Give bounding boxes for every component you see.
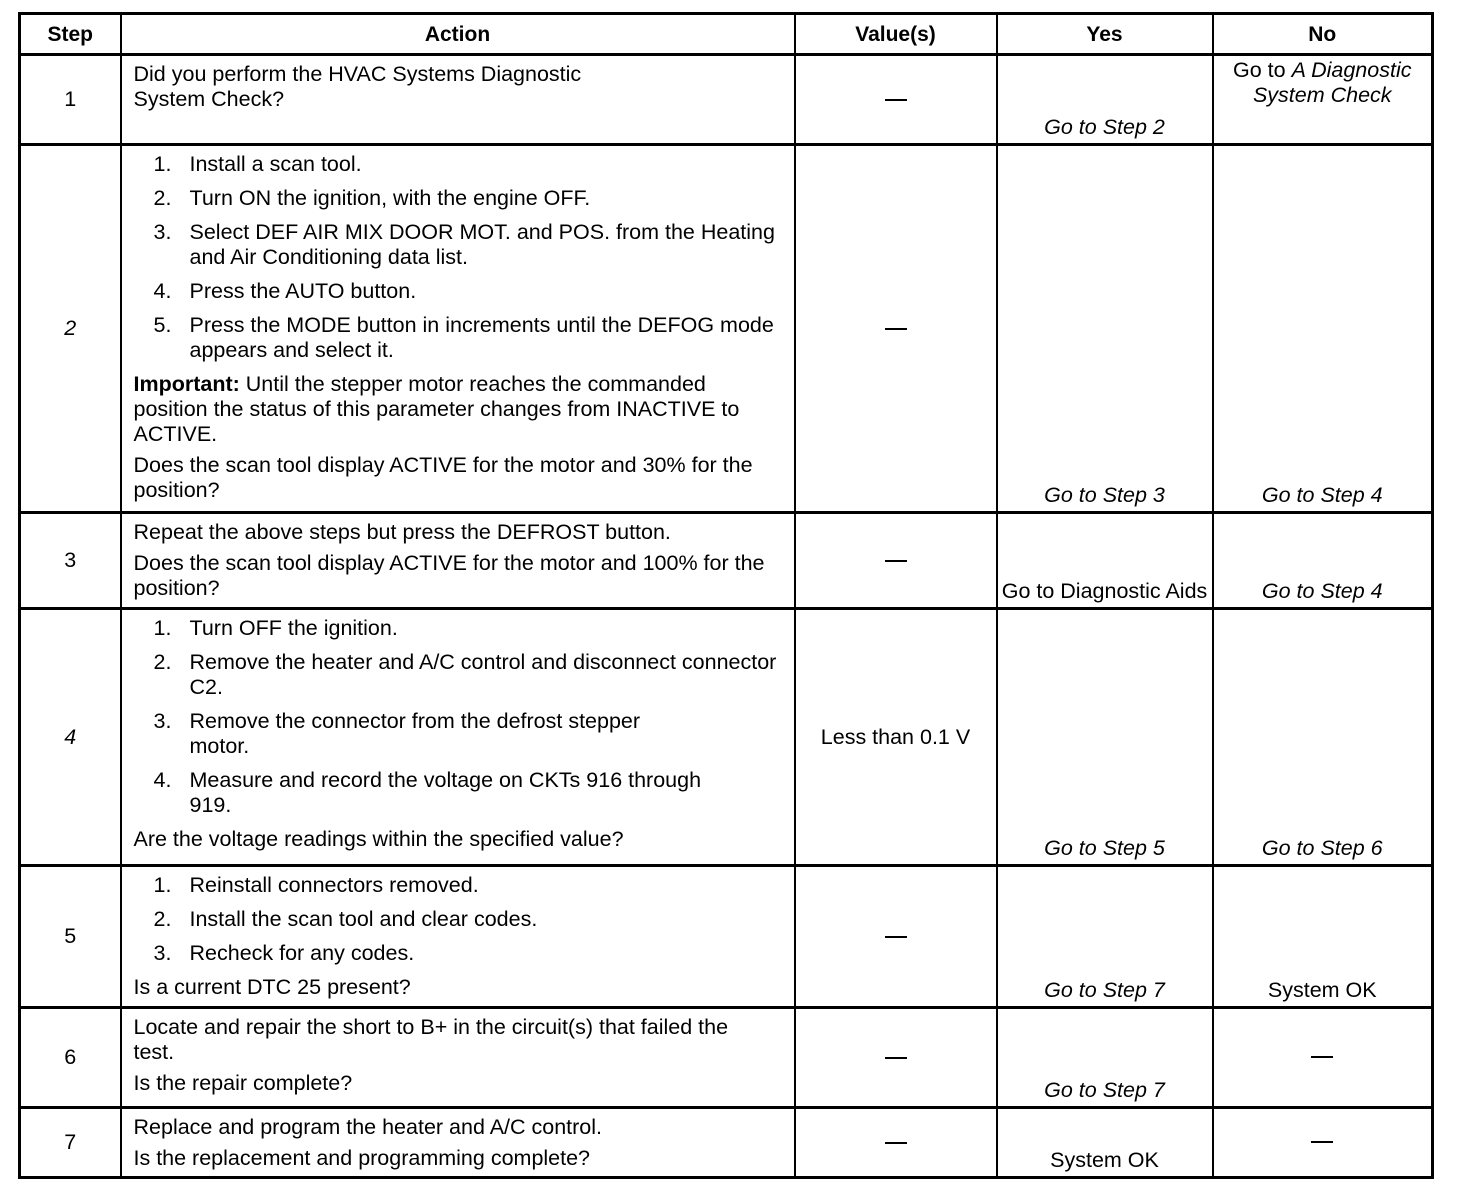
instruction-text: Repeat the above steps but press the DEFROST button. — [133, 520, 671, 544]
substep-list — [134, 152, 782, 363]
no-cell: Go to Step 6 — [1213, 609, 1433, 866]
list-item: 2. Turn ON the ignition, with the engine OFF. — [153, 186, 591, 210]
yes-cell: Go to Step 7 — [997, 866, 1213, 1008]
list-item: 4. Measure and record the voltage on CKTs 916 through 919. — [153, 768, 702, 817]
question-text: Is the replacement and programming complete? — [133, 1146, 591, 1170]
header-action: Action — [121, 14, 795, 55]
list-item: 1. Reinstall connectors removed. — [153, 873, 479, 897]
step-number: 6 — [20, 1008, 121, 1108]
list-item: 1. Install a scan tool. — [153, 152, 362, 176]
action-cell — [121, 866, 795, 1008]
dash-value — [1311, 1141, 1333, 1143]
list-item: 2. Remove the heater and A/C control and disconnect connector C2. — [153, 650, 777, 699]
question-text: Is a current DTC 25 present? — [133, 975, 411, 999]
yes-cell: Go to Step 7 — [997, 1008, 1213, 1108]
table-row — [20, 513, 1433, 609]
dash-value — [885, 99, 907, 101]
action-cell — [121, 513, 795, 609]
list-item: 2. Install the scan tool and clear codes. — [153, 907, 538, 931]
important-note — [134, 372, 782, 447]
yes-cell: Go to Step 3 — [997, 145, 1213, 513]
header-values: Value(s) — [795, 14, 997, 55]
list-item: 3. Recheck for any codes. — [153, 941, 415, 965]
substep-list — [134, 616, 782, 818]
dash-value — [885, 328, 907, 330]
table-row — [20, 55, 1433, 145]
substep-list — [134, 873, 782, 966]
important-label: Important: — [133, 372, 240, 396]
value-cell: Less than 0.1 V — [795, 609, 997, 866]
instruction-text: Locate and repair the short to B+ in the circuit(s) that failed the test. — [133, 1015, 729, 1064]
value-cell — [795, 1108, 997, 1178]
value-cell — [795, 145, 997, 513]
step-number: 2 — [20, 145, 121, 513]
list-item: 1. Turn OFF the ignition. — [153, 616, 398, 640]
action-cell — [121, 55, 795, 145]
dash-value — [885, 936, 907, 938]
instruction-text: Replace and program the heater and A/C control. — [133, 1115, 603, 1139]
diagnostic-table — [18, 12, 1434, 1179]
yes-cell: Go to Diagnostic Aids — [997, 513, 1213, 609]
question-text: Does the scan tool display ACTIVE for the motor and 100% for the position? — [133, 551, 765, 600]
table-row — [20, 145, 1433, 513]
step-number: 3 — [20, 513, 121, 609]
yes-cell: Go to Step 5 — [997, 609, 1213, 866]
header-row — [20, 14, 1433, 55]
header-no: No — [1213, 14, 1433, 55]
step-number: 7 — [20, 1108, 121, 1178]
value-cell — [795, 866, 997, 1008]
list-item: 5. Press the MODE button in increments until the DEFOG mode appears and select it. — [153, 313, 774, 362]
table-row — [20, 1108, 1433, 1178]
value-cell — [795, 55, 997, 145]
list-item: 4. Press the AUTO button. — [153, 279, 417, 303]
dash-value — [885, 1057, 907, 1059]
no-cell: Go to Step 4 — [1213, 145, 1433, 513]
header-yes: Yes — [997, 14, 1213, 55]
dash-value — [885, 1142, 907, 1144]
yes-cell: System OK — [997, 1108, 1213, 1178]
table-row — [20, 866, 1433, 1008]
question-text: Did you perform the HVAC Systems Diagnostic System Check? — [133, 62, 582, 111]
step-number: 1 — [20, 55, 121, 145]
step-number: 5 — [20, 866, 121, 1008]
dash-value — [1311, 1056, 1333, 1058]
no-cell: System OK — [1213, 866, 1433, 1008]
step-number: 4 — [20, 609, 121, 866]
dash-value — [885, 560, 907, 562]
header-step: Step — [20, 14, 121, 55]
yes-cell: Go to Step 2 — [997, 55, 1213, 145]
no-cell — [1213, 1008, 1433, 1108]
value-cell — [795, 1008, 997, 1108]
value-cell — [795, 513, 997, 609]
no-prefix: Go to — [1233, 58, 1286, 82]
no-link-text: A Diagnostic System Check — [1252, 58, 1412, 107]
table-row — [20, 1008, 1433, 1108]
no-cell — [1213, 55, 1433, 145]
question-text: Does the scan tool display ACTIVE for the motor and 30% for the position? — [133, 453, 753, 502]
action-cell — [121, 1108, 795, 1178]
action-cell — [121, 609, 795, 866]
no-cell: Go to Step 4 — [1213, 513, 1433, 609]
important-text: Until the stepper motor reaches the commanded position the status of this parameter changes from INACTIVE to ACTIVE. — [133, 372, 740, 446]
table-row — [20, 609, 1433, 866]
action-cell — [121, 145, 795, 513]
list-item: 3. Remove the connector from the defrost stepper motor. — [153, 709, 641, 758]
question-text: Is the repair complete? — [133, 1071, 353, 1095]
list-item: 3. Select DEF AIR MIX DOOR MOT. and POS. from the Heating and Air Conditioning data list. — [153, 220, 775, 269]
action-cell — [121, 1008, 795, 1108]
question-text: Are the voltage readings within the specified value? — [133, 827, 624, 851]
no-cell — [1213, 1108, 1433, 1178]
